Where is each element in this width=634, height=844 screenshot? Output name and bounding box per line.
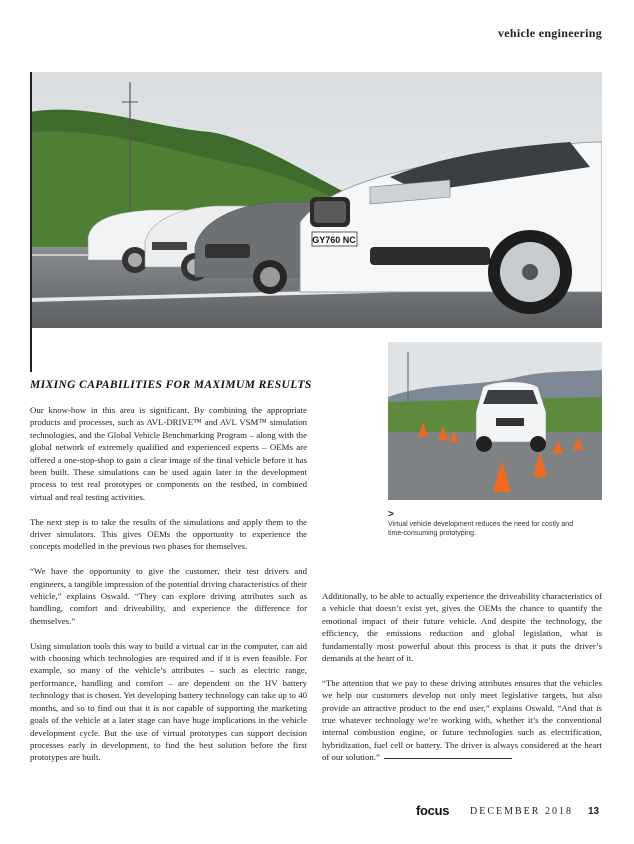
issue-date: DECEMBER 2018 [470,806,573,817]
paragraph: Our know-how in this area is significant. By combining the appropriate products and processes, such as AVL-DRIVE™ and AVL VSM™ simulation technologies, and the Global Vehicle Benchmarking Program – along with the global network of extremely qualified and experienced experts – OEMs are offered a one-stop-shop to gain a clear image of the final vehicle before it has been built. These simulations can be used again later in the development process to test real prototypes or components on the testbed, in combined virtual and real testing activities. [30,405,307,502]
end-rule [384,758,512,759]
magazine-logo: focus [416,803,450,818]
article-column-left [30,404,307,776]
section-tag: vehicle engineering [497,26,602,40]
paragraph [322,677,602,764]
paragraph: “We have the opportunity to give the customer, their test drivers and engineers, a tangible impression of the potential driving characteristics of their vehicle,” explains Oswald. “They can explore driving attributes such as handling, comfort and driveability, and experience the difference for themselves.” [30,566,307,626]
inset-photo [388,342,602,500]
article-column-right [322,590,602,776]
test-track-image [388,342,602,500]
frame-divider [30,72,32,372]
closing-paragraph-text: “The attention that we pay to these driving attributes ensures that the vehicles we help our customers develop not only meet legislative targets, but also provide an attractive product to the end user,” explains Oswald. “And that is true whatever technology we’re working with, whether it’s the conventional internal combustion engine, or future technologies such as electrification, hybridization, fuel cell or battery. The driver is always considered at the heart of our solution.” [322,677,602,763]
caption-marker: > [388,509,394,520]
image-caption: Virtual vehicle development reduces the need for costly and time-consuming prototyping. [388,521,574,537]
hero-license-plate: GY760 NC [312,235,356,245]
page-number: 13 [588,806,600,817]
cars-lineup-image [30,72,602,328]
paragraph: The next step is to take the results of the simulations and apply them to the driver simulators. This gives OEMs the opportunity to experience the concepts modelled in the previous two phases for themselves. [30,516,307,552]
paragraph: Additionally, to be able to actually experience the driveability characteristics of a vehicle that doesn’t exist yet, gives the OEMs the chance to quantify the emotional impact of their future vehicle. And despite the technology, the efficiency, the emissions reduction and global legislation, what is fundamentally most powerful about this process is that it puts the driver’s demands at the heart of it. [322,591,602,664]
hero-photo [30,72,602,328]
section-heading: MIXING CAPABILITIES FOR MAXIMUM RESULTS [30,379,312,391]
paragraph: Using simulation tools this way to build a virtual car in the computer, can aid with choosing which technologies are required and if it is even feasible. For example, so many of the vehicle’s attributes – such as electric range, performance, handling and comfort – are dependent on the HV battery technology that is chosen. Yet developing battery technology can take up to 40 months, and so to find out that it is not capable of supporting the marketing goals of the vehicle at a later stage can have huge implications in the vehicle development cycle. But the use of virtual prototypes can support decision processes early in development, to find the best solution before the first prototypes are built. [30,640,307,763]
